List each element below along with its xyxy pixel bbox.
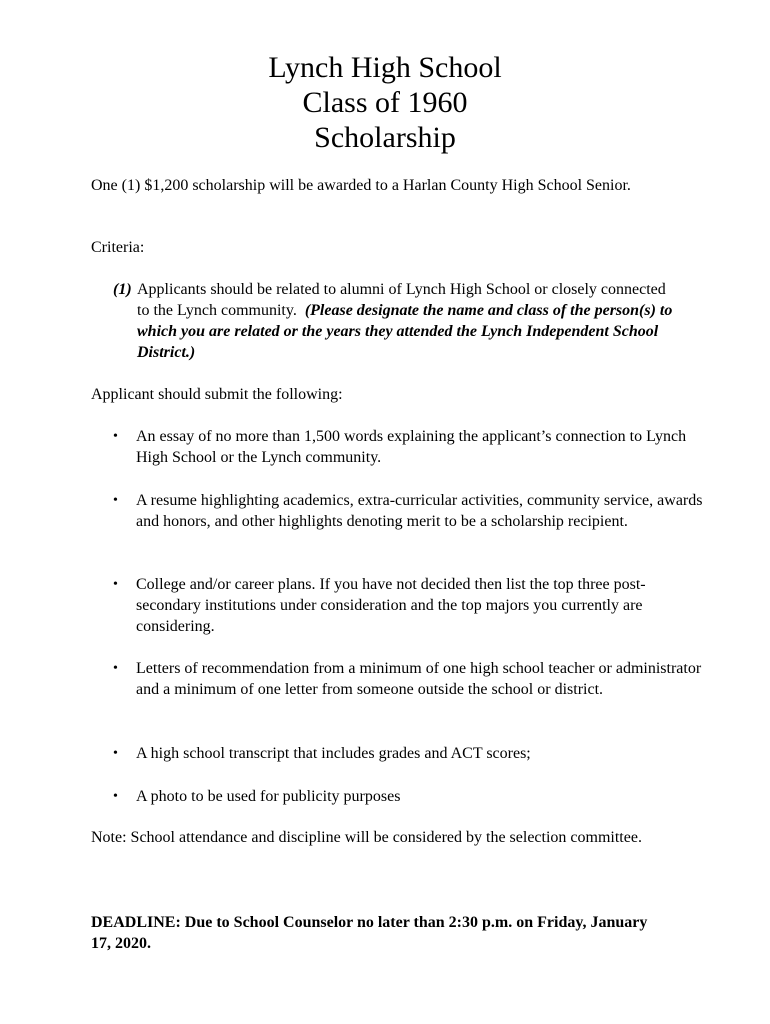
title-class: Class of 1960	[302, 86, 468, 119]
list-item-text: College and/or career plans. If you have not decided then list the top three post-secondary institutions under consideration and the top majors you currently are considering.	[136, 576, 646, 635]
criteria-emphasis: (Please designate the name and class of the person(s) to which you are related or the years they attended the Lynch Independent School District.)	[137, 302, 673, 361]
list-item	[113, 743, 706, 764]
list-item-text: A photo to be used for publicity purposes	[136, 788, 401, 805]
title-school: Lynch High School	[268, 51, 502, 84]
criteria-item	[113, 279, 677, 363]
bullet-icon: •	[113, 789, 118, 804]
bullet-icon: •	[113, 493, 118, 508]
bullet-icon: •	[113, 746, 118, 761]
list-item	[113, 786, 706, 807]
list-item-text: An essay of no more than 1,500 words explaining the applicant’s connection to Lynch High School or the Lynch community.	[136, 428, 687, 466]
deadline-paragraph: DEADLINE: Due to School Counselor no later than 2:30 p.m. on Friday, January 17, 2020.	[91, 914, 648, 952]
list-item-text: A high school transcript that includes grades and ACT scores;	[136, 745, 531, 762]
list-item	[113, 658, 706, 700]
bullet-icon: •	[113, 577, 118, 592]
list-item-text: Letters of recommendation from a minimum of one high school teacher or administrator and a minimum of one letter from someone outside the school or district.	[136, 660, 702, 698]
note-paragraph: Note: School attendance and discipline will be considered by the selection committee.	[91, 829, 642, 846]
list-item	[113, 574, 706, 637]
submit-heading: Applicant should submit the following:	[91, 386, 343, 403]
list-item	[113, 426, 706, 468]
bullet-icon: •	[113, 661, 118, 676]
bullet-icon: •	[113, 429, 118, 444]
intro-paragraph: One (1) $1,200 scholarship will be awarded to a Harlan County High School Senior.	[91, 177, 631, 194]
title-scholarship: Scholarship	[314, 121, 456, 154]
criteria-number: (1)	[113, 281, 132, 298]
list-item	[113, 490, 706, 532]
document-title	[0, 50, 770, 155]
criteria-heading: Criteria:	[91, 239, 145, 256]
list-item-text: A resume highlighting academics, extra-curricular activities, community service, awards and honors, and other highlights denoting merit to be a scholarship recipient.	[136, 492, 703, 530]
criteria-text: Applicants should be related to alumni of Lynch High School or closely connected to the Lynch community.	[137, 281, 666, 319]
